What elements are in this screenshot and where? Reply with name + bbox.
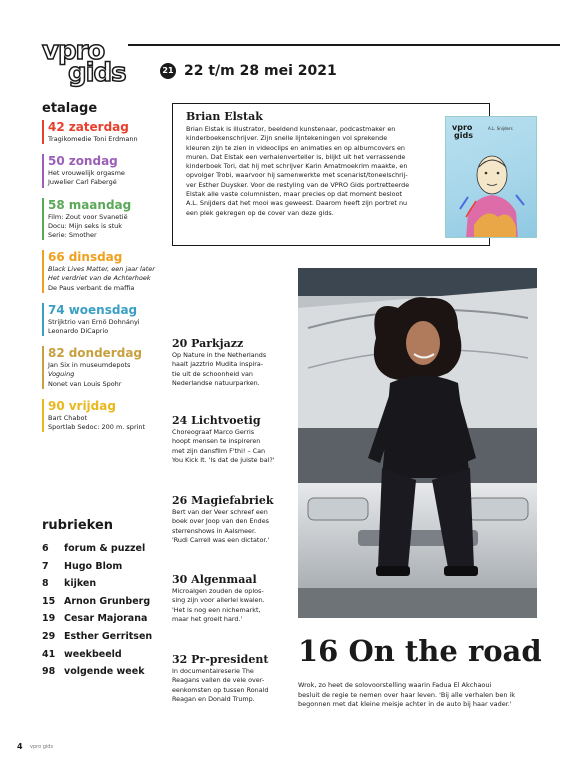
article-lichtvoetig[interactable]	[172, 414, 290, 466]
day-item: Juwelier Carl Fabergé	[48, 178, 117, 187]
brian-elstak-text	[186, 125, 436, 218]
header-rule	[128, 44, 560, 46]
vpro-gids-logo	[42, 38, 137, 88]
box-text-line: Elstak alle vaste columnisten, maar precies op dat moment besloot	[186, 190, 402, 199]
rubriek-item[interactable]: 15 Arnon Grunberg	[42, 595, 151, 607]
box-text-line: opvolger Trobi, waarvoor hij samenwerkte met scenarist/toneelschrij-	[186, 171, 408, 180]
article-heading: 26 Magiefabriek	[172, 494, 274, 507]
box-text-line: muren. Dat Elstak een verhalenverteller is, blijkt uit het verrassende	[186, 152, 406, 161]
article-magiefabriek[interactable]	[172, 494, 290, 546]
etalage-heading: etalage	[42, 101, 98, 116]
etalage-list	[42, 120, 167, 442]
etalage-day-donderdag[interactable]	[42, 346, 167, 389]
rubriek-item[interactable]: 8 kijken	[42, 578, 97, 590]
etalage-day-zondag[interactable]	[42, 154, 167, 187]
day-item: Black Lives Matter, een jaar later	[48, 265, 155, 274]
day-item: Leonardo DiCaprio	[48, 327, 109, 336]
logo-line-2: gids	[68, 58, 126, 88]
article-body: Op Nature in the Netherlands haalt jazztrio Mudita inspira- tie uit de schoonheid van Nederlandse natuurparken.	[172, 351, 267, 388]
day-heading: 66 dinsdag	[48, 250, 123, 265]
day-heading: 74 woensdag	[48, 302, 138, 317]
day-item: Serie: Smother	[48, 231, 97, 240]
etalage-day-maandag[interactable]	[42, 198, 167, 241]
rubriek-item[interactable]: 98 volgende week	[42, 666, 145, 678]
cover-mast-line-2: gids	[454, 131, 473, 140]
footer-logo: vpro gids	[30, 744, 54, 750]
article-body: Bert van der Veer schreef een boek over Joop van den Endes sterrenshows in Aalsmeer. 'Rudi Carrell was een dictator.'	[172, 508, 270, 545]
feature-teaser: Wrok, zo heet de solovoorstelling waarin Fadua El Akchaoui besluit de regie te nemen over haar leven. 'Bij alle verhalen ben ik begonnen met dat kleine meisje achter in de auto bij haar vader.'	[298, 681, 516, 709]
box-text-line: ver Esther Duysker. Voor de restyling van de VPRO Gids portretteerde	[186, 180, 410, 189]
etalage-day-dinsdag[interactable]	[42, 250, 167, 293]
day-item: Het verdriet van de Achterhoek	[48, 274, 151, 283]
day-item: Strijktrio van Ernö Dohnányi	[48, 317, 140, 326]
day-heading: 90 vrijdag	[48, 398, 116, 413]
box-text-line: A.L. Snijders dat het mooi was geweest. Daarom heeft zijn portret nu	[186, 199, 408, 208]
article-algenmaal[interactable]	[172, 573, 290, 625]
box-text-line: kleuren zijn te zien in videoclips en animaties en op albumcovers en	[186, 143, 405, 152]
feature-title[interactable]: 16 On the road	[298, 634, 542, 668]
issue-number-badge: 21	[160, 63, 176, 79]
box-text-line: kinderboekenschrijver. Zijn snelle lijntekeningen vol sprekende	[186, 134, 388, 143]
rubriek-item[interactable]: 41 weekbeeld	[42, 648, 122, 660]
rubriek-item[interactable]: 19 Cesar Majorana	[42, 613, 148, 625]
box-text-line: Brian Elstak is illustrator, beeldend kunstenaar, podcastmaker en	[186, 125, 396, 133]
day-item: Sportlab Sedoc: 200 m. sprint	[48, 423, 146, 432]
rubrieken-heading: rubrieken	[42, 518, 114, 533]
day-item: Jan Six in museumdepots	[48, 361, 131, 370]
logo-line-1: vpro	[42, 36, 105, 66]
etalage-day-vrijdag[interactable]	[42, 399, 167, 432]
cover-mast-line-1: vpro	[452, 123, 473, 132]
rubriek-item[interactable]: 7 Hugo Blom	[42, 560, 123, 572]
article-body: Microalgen zouden de oplos- sing zijn voor allerlei kwalen. 'Het is nog een nichemarkt, maar het groeit hard.'	[172, 587, 265, 624]
article-heading: 20 Parkjazz	[172, 337, 244, 350]
woman-on-car-photo	[298, 268, 537, 618]
article-heading: 30 Algenmaal	[172, 573, 257, 586]
box-text-line: een plek gekregen op de cover van deze gids.	[186, 208, 334, 217]
issue-date-range: 22 t/m 28 mei 2021	[184, 63, 337, 79]
day-item: Docu: Mijn seks is stuk	[48, 221, 123, 230]
article-heading: 24 Lichtvoetig	[172, 414, 261, 427]
article-heading: 32 Pr-president	[172, 653, 269, 666]
etalage-day-woensdag[interactable]	[42, 303, 167, 336]
day-item: Voguing	[48, 370, 75, 379]
day-item: Tragikomedie Toni Erdmann	[48, 135, 138, 143]
day-heading: 58 maandag	[48, 197, 132, 212]
article-parkjazz[interactable]	[172, 337, 290, 389]
day-heading: 50 zondag	[48, 154, 118, 169]
brian-elstak-title: Brian Elstak	[186, 110, 263, 123]
day-heading: 82 donderdag	[48, 346, 143, 361]
day-item: Het vrouwelijk orgasme	[48, 169, 125, 178]
rubriek-item[interactable]: 6 forum & puzzel	[42, 543, 146, 554]
day-item: De Paus verbant de maffia	[48, 283, 135, 292]
feature-photo[interactable]	[298, 268, 537, 618]
cover-thumbnail[interactable]	[445, 116, 537, 238]
article-body: Choreograaf Marco Gerris hoopt mensen te inspireren met zijn dansfilm F'thi! – Can You Kick It. 'Is dat de juiste bal?'	[172, 428, 275, 465]
page-number: 4	[17, 742, 23, 751]
brian-elstak-box	[172, 103, 490, 246]
day-heading: 42 zaterdag	[48, 120, 129, 134]
article-body: In documentaireserie The Reagans vallen de vele over- eenkomsten op tussen Ronald Reagan en Donald Trump.	[172, 667, 269, 704]
day-item: Bart Chabot	[48, 413, 88, 422]
etalage-day-zaterdag[interactable]	[42, 120, 167, 144]
day-item: Film: Zout voor Svanetië	[48, 212, 128, 221]
article-pr-president[interactable]	[172, 653, 290, 705]
rubriek-item[interactable]: 29 Esther Gerritsen	[42, 630, 153, 642]
box-text-line: kinderboek Tori, dat hij met schrijver Karin Amatmoekrim maakte, en	[186, 162, 408, 171]
cover-tagline: A.L. Snijders	[488, 126, 513, 131]
portrait-illustration	[446, 117, 537, 238]
day-item: Nonet van Louis Spohr	[48, 379, 122, 388]
rubrieken-list	[42, 540, 172, 681]
